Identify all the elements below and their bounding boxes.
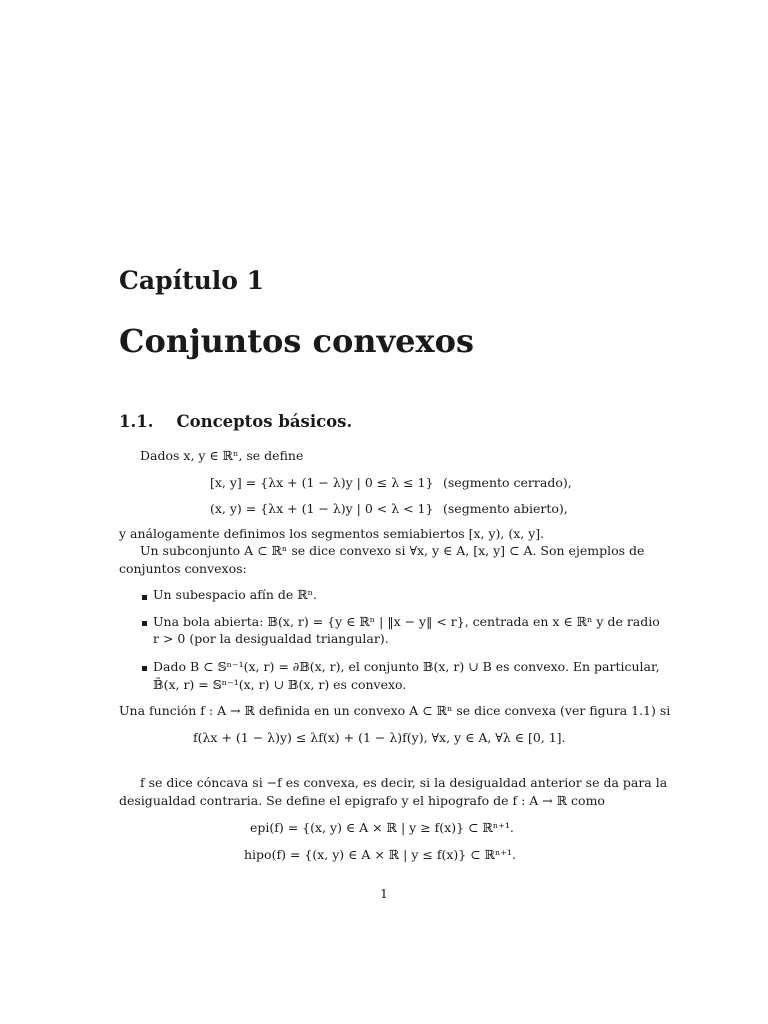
bullet-3-line-2: 𝔹̄(x, r) = 𝕊ⁿ⁻¹(x, r) ∪ 𝔹(x, r) es convexo.	[153, 677, 407, 692]
bullet-marker	[142, 621, 147, 626]
section-number: 1.1.	[119, 412, 154, 431]
bullet-3-line-1: Dado B ⊂ 𝕊ⁿ⁻¹(x, r) = ∂𝔹(x, r), el conjunto 𝔹(x, r) ∪ B es convexo. En particular,	[153, 659, 660, 674]
equation-epigraph: epi(f) = {(x, y) ∈ A × ℝ | y ≥ f(x)} ⊂ ℝⁿ⁺¹.	[250, 820, 514, 835]
equation-closed-segment: [x, y] = {λx + (1 − λ)y | 0 ≤ λ ≤ 1}	[210, 475, 434, 490]
intro-line: Dados x, y ∈ ℝⁿ, se define	[140, 448, 304, 463]
chapter-label: Capítulo 1	[119, 266, 265, 295]
bullet-1-line-1: Un subespacio afín de ℝⁿ.	[153, 587, 318, 602]
equation-closed-note: (segmento cerrado),	[443, 475, 572, 490]
equation-open-segment: (x, y) = {λx + (1 − λ)y | 0 < λ < 1}	[210, 501, 434, 516]
bullet-2-line-2: r > 0 (por la desigualdad triangular).	[153, 631, 389, 646]
equation-open-note: (segmento abierto),	[443, 501, 568, 516]
page-number: 1	[380, 886, 388, 901]
convex-definition-line-1: Un subconjunto A ⊂ ℝⁿ se dice convexo si ∀x, y ∈ A, [x, y] ⊂ A. Son ejemplos de	[140, 543, 645, 558]
semiopen-segments-line: y análogamente definimos los segmentos semiabiertos [x, y), (x, y].	[119, 526, 545, 541]
concave-definition-line-1: f se dice cóncava si −f es convexa, es decir, si la desigualdad anterior se da para la	[140, 775, 668, 790]
equation-hypograph: hipo(f) = {(x, y) ∈ A × ℝ | y ≤ f(x)} ⊂ ℝⁿ⁺¹.	[244, 847, 516, 862]
bullet-2-line-1: Una bola abierta: 𝔹(x, r) = {y ∈ ℝⁿ | ‖x − y‖ < r}, centrada en x ∈ ℝⁿ y de radio	[153, 614, 660, 629]
bullet-marker	[142, 595, 147, 600]
function-definition-line: Una función f : A → ℝ definida en un convexo A ⊂ ℝⁿ se dice convexa (ver figura 1.1) si	[119, 703, 671, 718]
concave-definition-line-2: desigualdad contraria. Se define el epigrafo y el hipografo de f : A → ℝ como	[119, 793, 605, 808]
bullet-marker	[142, 666, 147, 671]
equation-convex-function: f(λx + (1 − λ)y) ≤ λf(x) + (1 − λ)f(y), ∀x, y ∈ A, ∀λ ∈ [0, 1].	[193, 730, 566, 745]
convex-definition-line-2: conjuntos convexos:	[119, 561, 247, 576]
section-heading	[119, 412, 352, 431]
section-title: Conceptos básicos.	[176, 412, 353, 431]
chapter-title: Conjuntos convexos	[119, 322, 474, 360]
